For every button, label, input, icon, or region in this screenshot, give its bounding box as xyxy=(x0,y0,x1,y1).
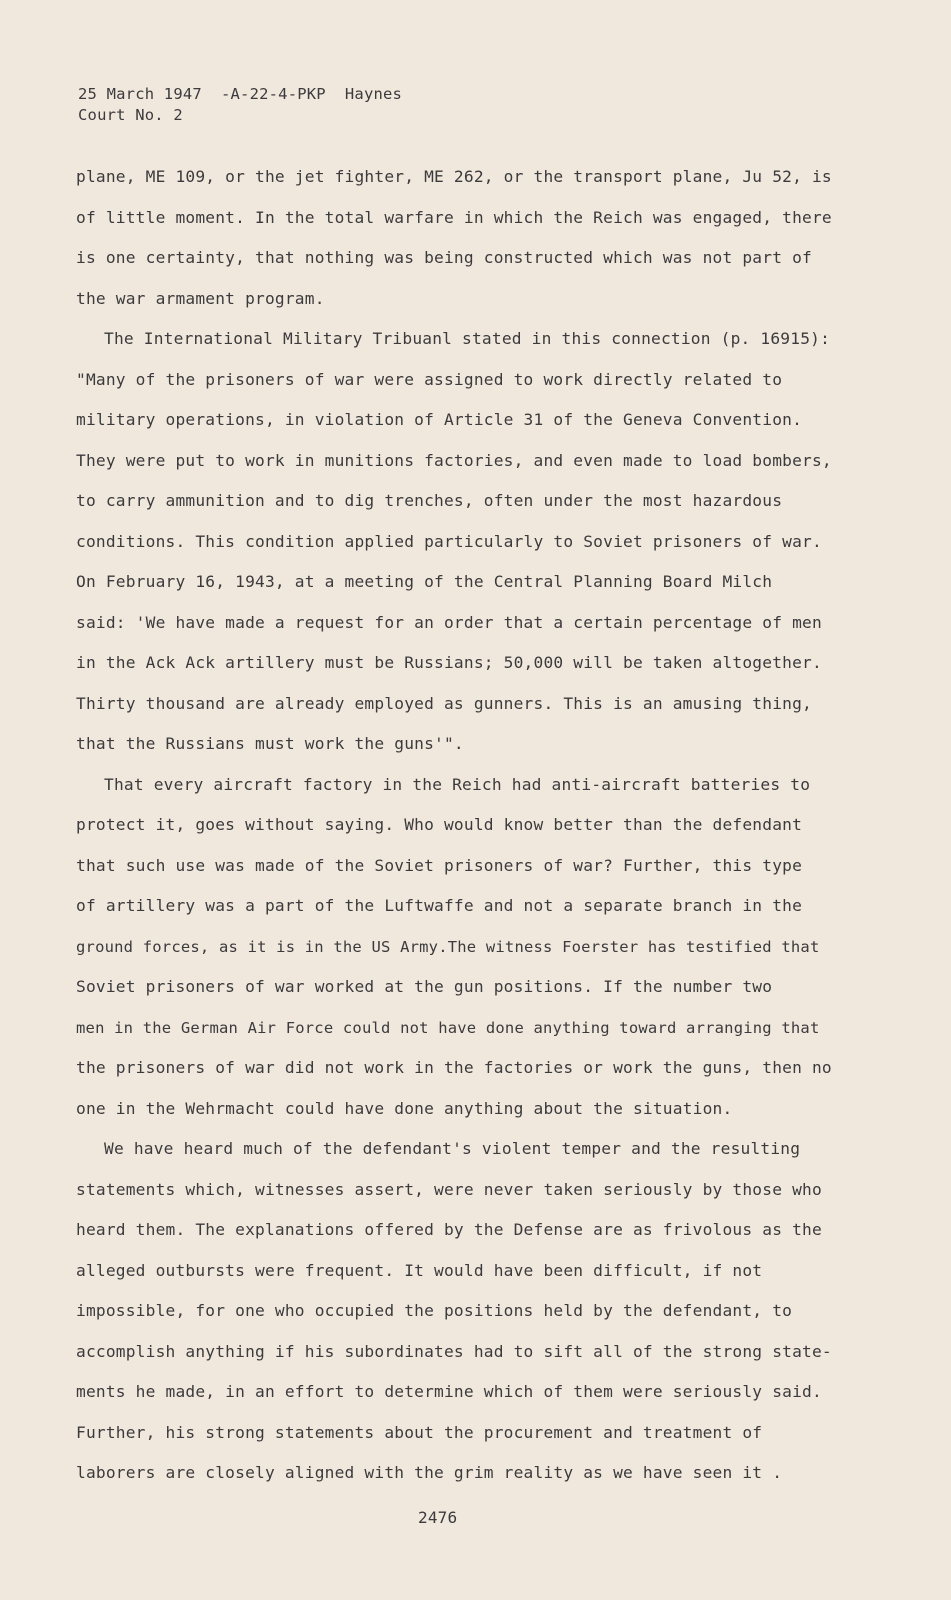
body-line: is one certainty, that nothing was being constructed which was not part of xyxy=(76,248,812,267)
body-line: On February 16, 1943, at a meeting of the Central Planning Board Milch xyxy=(76,572,773,591)
body-line: that such use was made of the Soviet prisoners of war? Further, this type xyxy=(76,856,803,875)
body-line: said: 'We have made a request for an order that a certain percentage of men xyxy=(76,613,822,632)
body-line: conditions. This condition applied particularly to Soviet prisoners of war. xyxy=(76,532,822,551)
body-line: statements which, witnesses assert, were never taken seriously by those who xyxy=(76,1180,822,1199)
page-number: 2476 xyxy=(418,1508,458,1527)
body-line: protect it, goes without saying. Who would know better than the defendant xyxy=(76,815,803,834)
body-line: plane, ME 109, or the jet fighter, ME 262, or the transport plane, Ju 52, is xyxy=(76,167,832,186)
header-date-reference: 25 March 1947 -A-22-4-PKP Haynes xyxy=(78,85,403,103)
body-line: heard them. The explanations offered by the Defense are as frivolous as the xyxy=(76,1220,822,1239)
body-line: ments he made, in an effort to determine which of them were seriously said. xyxy=(76,1382,822,1401)
body-line: ground forces, as it is in the US Army.The witness Foerster has testified that xyxy=(76,938,820,956)
body-line: the prisoners of war did not work in the factories or work the guns, then no xyxy=(76,1058,832,1077)
body-line: men in the German Air Force could not have done anything toward arranging that xyxy=(76,1019,820,1037)
body-line: Further, his strong statements about the procurement and treatment of xyxy=(76,1423,763,1442)
body-line: to carry ammunition and to dig trenches, often under the most hazardous xyxy=(76,491,783,510)
body-line: "Many of the prisoners of war were assigned to work directly related to xyxy=(76,370,783,389)
body-line: military operations, in violation of Article 31 of the Geneva Convention. xyxy=(76,410,803,429)
body-line: alleged outbursts were frequent. It would have been difficult, if not xyxy=(76,1261,763,1280)
document-header xyxy=(78,84,402,126)
body-line: Thirty thousand are already employed as gunners. This is an amusing thing, xyxy=(76,694,812,713)
body-line: accomplish anything if his subordinates had to sift all of the strong state- xyxy=(76,1342,832,1361)
body-line: one in the Wehrmacht could have done anything about the situation. xyxy=(76,1099,733,1118)
body-line: We have heard much of the defendant's violent temper and the resulting xyxy=(104,1139,801,1158)
body-line: the war armament program. xyxy=(76,289,325,308)
header-court: Court No. 2 xyxy=(78,106,183,124)
body-line: that the Russians must work the guns'". xyxy=(76,734,464,753)
body-line: They were put to work in munitions factories, and even made to load bombers, xyxy=(76,451,832,470)
body-line: Soviet prisoners of war worked at the gun positions. If the number two xyxy=(76,977,773,996)
body-line: in the Ack Ack artillery must be Russians; 50,000 will be taken altogether. xyxy=(76,653,822,672)
body-line: laborers are closely aligned with the grim reality as we have seen it . xyxy=(76,1463,783,1482)
body-line: impossible, for one who occupied the positions held by the defendant, to xyxy=(76,1301,793,1320)
body-line: of artillery was a part of the Luftwaffe and not a separate branch in the xyxy=(76,896,803,915)
body-line: The International Military Tribuanl stated in this connection (p. 16915): xyxy=(104,329,831,348)
body-line: of little moment. In the total warfare in which the Reich was engaged, there xyxy=(76,208,832,227)
body-line: That every aircraft factory in the Reich had anti-aircraft batteries to xyxy=(104,775,811,794)
